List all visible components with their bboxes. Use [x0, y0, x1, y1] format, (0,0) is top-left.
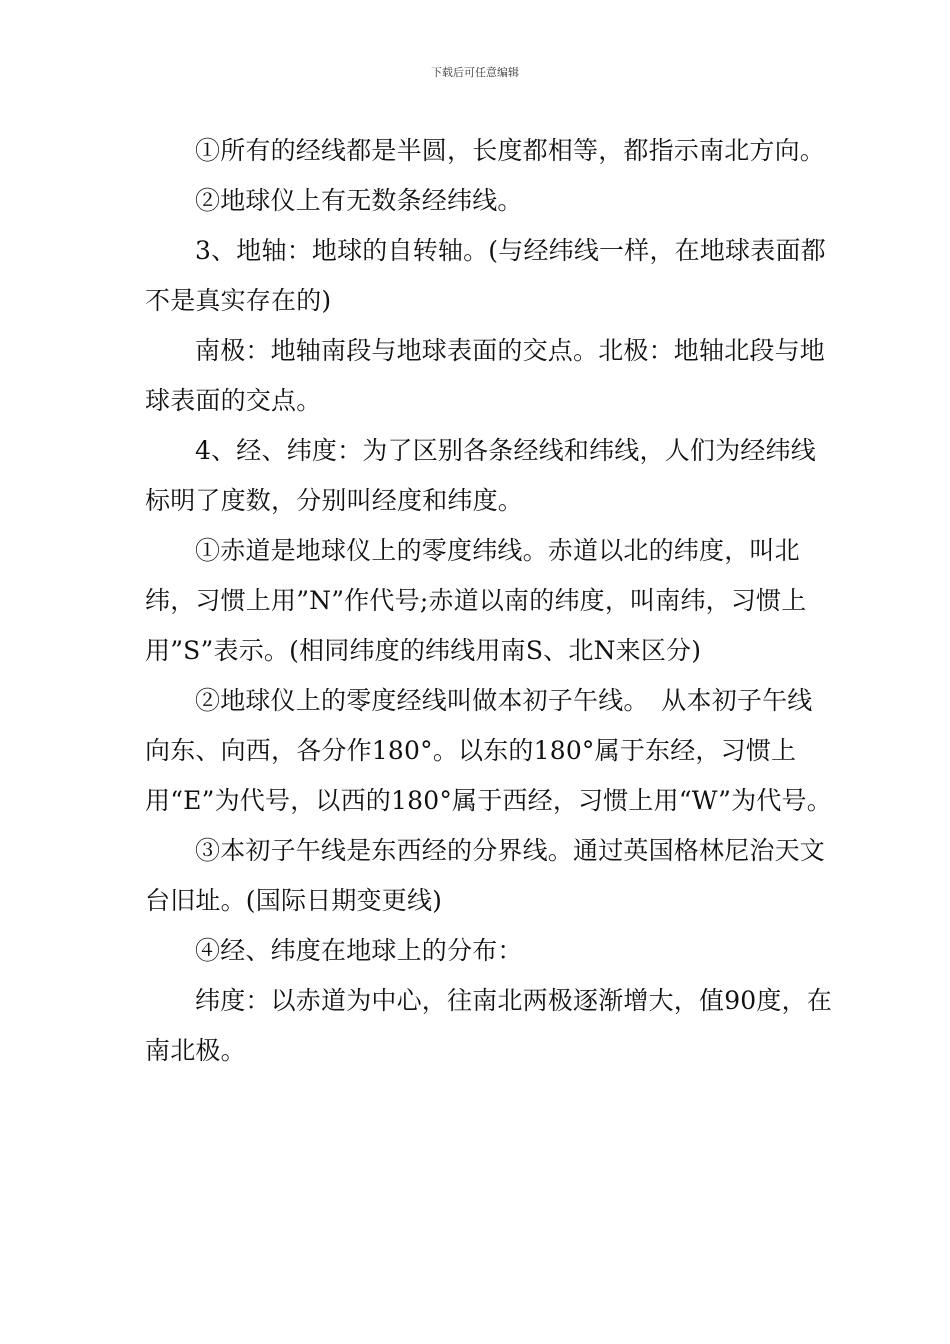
paragraph-prime-meridian: ②地球仪上的零度经线叫做本初子午线。 从本初子午线向东、向西，各分作180°。以东的180°属于东经，习惯上用“E”为代号，以西的180°属于西经，习惯上用“W”为代号。 [145, 686, 832, 815]
paragraph-greenwich: ③本初子午线是东西经的分界线。通过英国格林尼治天文台旧址。(国际日期变更线) [145, 836, 826, 915]
paragraph-distribution-heading: ④经、纬度在地球上的分布： [195, 936, 523, 965]
paragraph-longitude-latitude: 4、经、纬度：为了区别各条经线和纬线，人们为经纬线标明了度数，分别叫经度和纬度。 [145, 436, 816, 515]
paragraph-meridians-semicircle: ①所有的经线都是半圆，长度都相等，都指示南北方向。 [195, 136, 826, 165]
paragraph-equator: ①赤道是地球仪上的零度纬线。赤道以北的纬度，叫北纬，习惯上用”N”作代号;赤道以南的纬度，叫南纬，习惯上用”S”表示。(相同纬度的纬线用南S、北N来区分) [145, 536, 807, 665]
page-header: 下载后可任意编辑 [431, 66, 519, 79]
paragraph-countless-lines: ②地球仪上有无数条经纬线。 [195, 186, 523, 215]
document-body [145, 126, 835, 1076]
paragraph-latitude-distribution: 纬度：以赤道为中心，往南北两极逐渐增大，值90度，在南北极。 [145, 986, 833, 1065]
paragraph-poles: 南极：地轴南段与地球表面的交点。北极：地轴北段与地球表面的交点。 [145, 336, 826, 415]
paragraph-earth-axis: 3、地轴：地球的自转轴。(与经纬线一样，在地球表面都不是真实存在的) [145, 236, 826, 315]
